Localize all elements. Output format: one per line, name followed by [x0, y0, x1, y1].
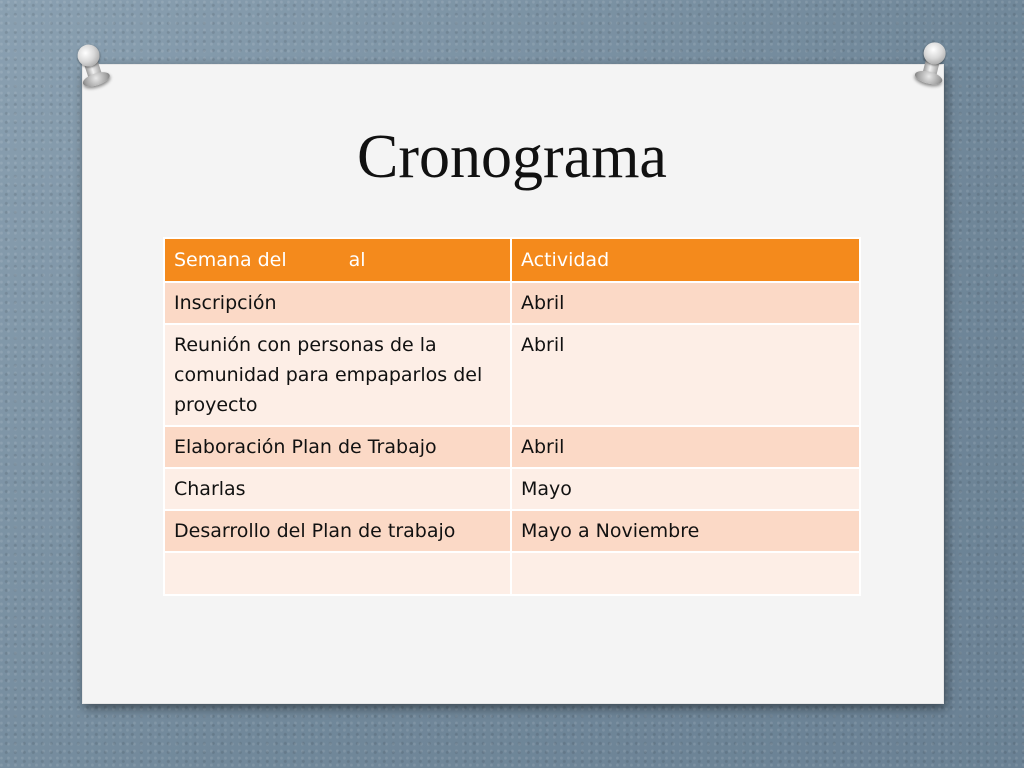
cell-period [511, 552, 860, 595]
header-activity: Actividad [511, 238, 860, 282]
cell-activity: Charlas [164, 468, 511, 510]
cell-period: Mayo [511, 468, 860, 510]
table-header-row [164, 238, 860, 282]
table-row [164, 552, 860, 595]
table-row [164, 282, 860, 324]
cell-period: Abril [511, 426, 860, 468]
table-row [164, 324, 860, 426]
table-row [164, 468, 860, 510]
header-week: Semana del al [164, 238, 511, 282]
cell-period: Abril [511, 282, 860, 324]
cell-activity [164, 552, 511, 595]
table-row [164, 426, 860, 468]
pushpin-icon [909, 38, 955, 89]
cell-period: Mayo a Noviembre [511, 510, 860, 552]
cell-activity: Elaboración Plan de Trabajo [164, 426, 511, 468]
cell-activity: Reunión con personas de la comunidad para empaparlos del proyecto [164, 324, 511, 426]
slide-title: Cronograma [357, 123, 667, 191]
cell-period: Abril [511, 324, 860, 426]
cell-activity: Inscripción [164, 282, 511, 324]
cell-activity: Desarrollo del Plan de trabajo [164, 510, 511, 552]
table-row [164, 510, 860, 552]
schedule-table [163, 237, 861, 596]
